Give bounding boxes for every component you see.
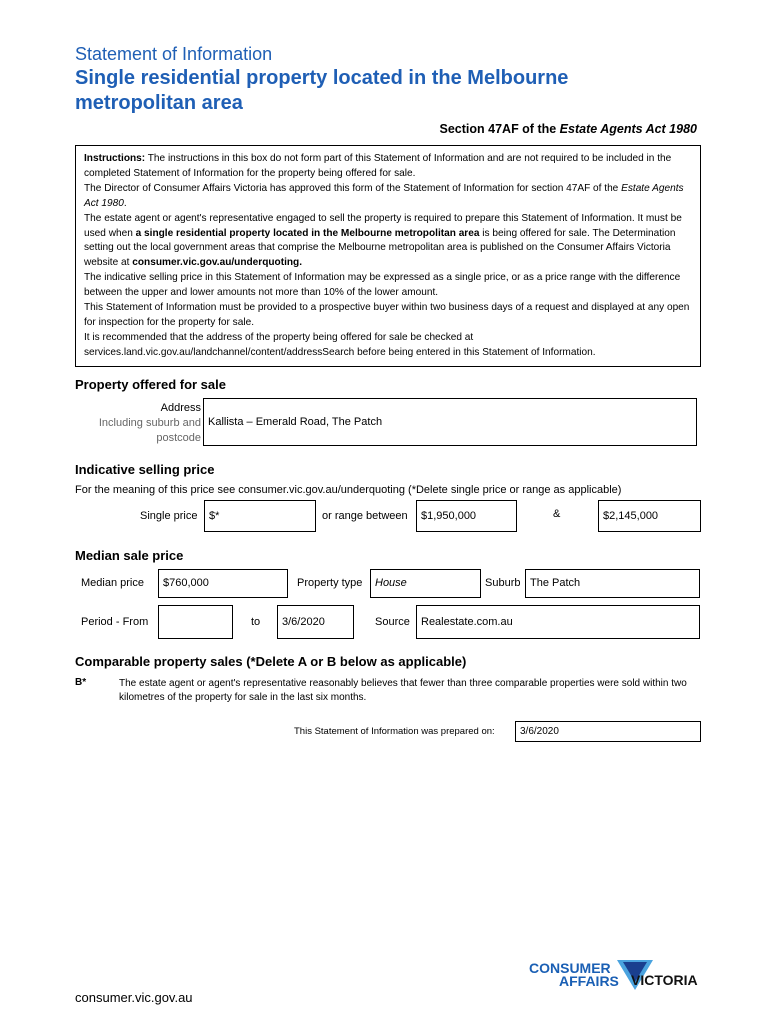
logo-word-victoria: VICTORIA (631, 972, 698, 988)
property-type-label: Property type (297, 577, 363, 589)
statement-label: Statement of Information (75, 44, 273, 64)
section-prefix: Section 47AF of the (439, 122, 560, 136)
instructions-p3-bold: a single residential property located in the Melbourne metropolitan area (135, 227, 480, 239)
median-heading: Median sale price (75, 548, 184, 563)
median-price-label: Median price (81, 577, 144, 589)
instructions-lead: Instructions: (84, 153, 146, 164)
instructions-p5: This Statement of Information must be provided to a prospective buyer within two business days of a request and displayed at any open for inspection for the property for sale. (84, 302, 690, 328)
address-label-block (75, 401, 201, 446)
single-price-label: Single price (140, 510, 198, 522)
suburb-label: Suburb (485, 577, 521, 589)
footer-url: consumer.vic.gov.au (75, 990, 193, 1005)
address-sub-label-2: postcode (156, 432, 201, 444)
instructions-p3-link: consumer.vic.gov.au/underquoting. (132, 257, 303, 269)
instructions-p1 (84, 152, 692, 182)
instructions-p6: It is recommended that the address of the property being offered for sale be checked at services.land.vic.gov.au/landchannel/content/addressSearch before being entered in this Statement of Information. (84, 331, 596, 358)
range-high-field[interactable]: $2,145,000 (598, 500, 701, 532)
section-reference (440, 122, 697, 136)
title-line-2: metropolitan area (75, 92, 243, 114)
instructions-p3-c: is being offered for sale. The Determination setting out the local government areas that comprise the Melbourne metropolitan area is published on the Consumer Affairs Victoria website at (84, 227, 676, 269)
range-low-field[interactable]: $1,950,000 (416, 500, 517, 532)
logo-line-affairs: AFFAIRS (559, 973, 619, 989)
option-b-text: The estate agent or agent's representative reasonably believes that fewer than three comparable properties were sold within two kilometres of the property for sale in the last six months. (119, 678, 687, 703)
instructions-p2-c: . (123, 197, 127, 209)
instructions-p2-act: Estate Agents Act 1980 (84, 182, 684, 209)
instructions-p3-a: The estate agent or agent's representative engaged to sell the property is required to prepare this Statement of Information. It must be used when (84, 212, 682, 239)
instructions-box (75, 145, 701, 367)
page-title (75, 66, 715, 116)
comparable-heading: Comparable property sales (*Delete A or B below as applicable) (75, 654, 467, 669)
instructions-p2 (84, 182, 692, 212)
indicative-note: For the meaning of this price see consumer.vic.gov.au/underquoting (*Delete single price or range as applicable) (75, 484, 622, 496)
median-price-field[interactable]: $760,000 (158, 569, 288, 598)
logo-line-consumer: CONSUMER (529, 960, 611, 976)
period-from-field[interactable] (158, 605, 233, 639)
period-to-label: to (251, 616, 261, 628)
prepared-on-field[interactable]: 3/6/2020 (515, 721, 701, 742)
consumer-affairs-victoria-logo (529, 958, 701, 994)
suburb-field[interactable]: The Patch (525, 569, 700, 598)
range-ampersand: & (553, 508, 561, 520)
instructions-p2-a: The Director of Consumer Affairs Victoria has approved this form of the Statement of Information for section 47AF of the (84, 182, 622, 194)
period-from-label: Period - From (81, 616, 149, 628)
title-line-1: Single residential property located in the Melbourne (75, 67, 569, 89)
address-label: Address (160, 402, 201, 414)
source-label: Source (375, 616, 410, 628)
property-type-field[interactable]: House (370, 569, 481, 598)
indicative-heading: Indicative selling price (75, 462, 215, 477)
range-label: or range between (322, 510, 408, 522)
source-field[interactable]: Realestate.com.au (416, 605, 700, 639)
instructions-p3 (84, 212, 692, 272)
address-field[interactable]: Kallista – Emerald Road, The Patch (203, 398, 697, 446)
instructions-p1-text: The instructions in this box do not form part of this Statement of Information and are not required to be included in the completed Statement of Information for the property being offered for sale. (84, 153, 672, 179)
address-sub-label-1: Including suburb and (98, 417, 201, 429)
instructions-p4: The indicative selling price in this Statement of Information may be expressed as a single price, or as a price range with the difference between the upper and lower amounts not more than 10% of the lower amount. (84, 272, 681, 299)
prepared-on-label: This Statement of Information was prepared on: (294, 726, 495, 737)
single-price-field[interactable]: $* (204, 500, 316, 532)
section-act: Estate Agents Act 1980 (559, 122, 697, 136)
property-heading: Property offered for sale (75, 377, 226, 392)
option-b-marker: B* (75, 677, 87, 688)
period-to-field[interactable]: 3/6/2020 (277, 605, 354, 639)
